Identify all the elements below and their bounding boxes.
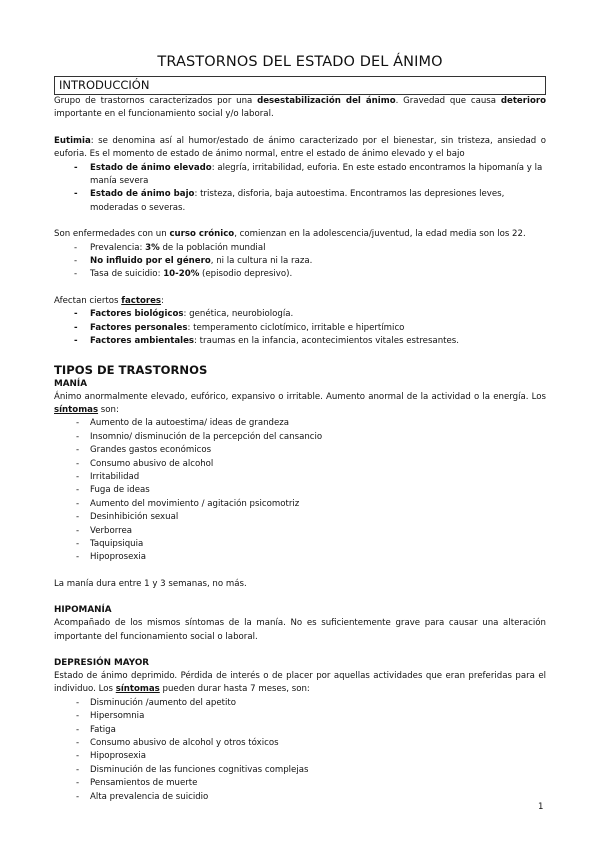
- text-span: Afectan ciertos: [54, 295, 122, 306]
- list-item: - Grandes gastos económicos: [54, 444, 546, 457]
- bold-term: Estado de ánimo elevado: [90, 162, 212, 173]
- factors-paragraph: [54, 295, 546, 308]
- text-span: : alegría, irritabilidad, euforia. En este estado encontramos la hipomanía y la manía severa: [90, 162, 543, 187]
- bold-term: deterioro: [500, 96, 546, 106]
- list-item: - Disminución /aumento del apetito: [54, 697, 546, 710]
- page-title: TRASTORNOS DEL ESTADO DEL ÁNIMO: [157, 54, 443, 70]
- list-item: [54, 242, 546, 255]
- list-item: [54, 188, 546, 215]
- list-item: - Fuga de ideas: [54, 484, 546, 497]
- text-span: son:: [98, 404, 119, 415]
- mania-heading: MANÍA: [54, 378, 88, 389]
- mania-description: [54, 391, 546, 418]
- chronic-paragraph: [54, 228, 546, 241]
- hipomania-description: Acompañado de los mismos síntomas de la manía. No es suficientemente grave para causar una alteración importante del funcionamiento social o laboral.: [54, 618, 546, 642]
- text-span: , ni la cultura ni la raza.: [210, 256, 313, 267]
- page-number: 1: [538, 802, 544, 812]
- list-item: [54, 268, 546, 281]
- intro-paragraph: [54, 95, 546, 122]
- text-span: : se denomina así al humor/estado de ánimo caracterizado por el bienestar, sin tristeza, ansiedad o euforia. Es el momento de estado de ánimo normal, entre el estado de ánimo elevado y el bajo: [54, 135, 546, 160]
- intro-heading: INTRODUCCIÓN: [59, 78, 150, 92]
- bold-term: Eutimia: [54, 135, 91, 146]
- text-span: : genética, neurobiología.: [183, 309, 294, 320]
- mood-states-list: [54, 162, 546, 216]
- depresion-heading: DEPRESIÓN MAYOR: [54, 658, 150, 668]
- list-item: - Aumento de la autoestima/ ideas de grandeza: [54, 417, 546, 430]
- list-item: - Irritabilidad: [54, 471, 546, 484]
- bold-term: desestabilización del ánimo: [257, 96, 396, 106]
- list-item: [54, 322, 546, 335]
- text-span: Tasa de suicidio:: [90, 269, 164, 280]
- bold-term: 10-20%: [163, 269, 200, 280]
- text-span: : temperamento ciclotímico, irritable e hipertímico: [187, 322, 405, 333]
- list-item: - Aumento del movimiento / agitación psicomotriz: [54, 498, 546, 511]
- bold-term: síntomas: [115, 684, 160, 695]
- list-item: - Fatiga: [54, 724, 546, 737]
- depresion-symptoms-list: [54, 697, 546, 804]
- list-item: - Hipoprosexia: [54, 551, 546, 564]
- text-span: : tristeza, disforia, baja autoestima. Encontramos las depresiones leves, moderadas o severas.: [90, 189, 505, 213]
- text-span: pueden durar hasta 7 meses, son:: [159, 684, 310, 695]
- list-item: - Alta prevalencia de suicidio: [54, 791, 546, 804]
- text-span: importante en el funcionamiento social y/o laboral.: [54, 109, 274, 120]
- chronic-list: [54, 242, 546, 282]
- list-item: - Hipersomnia: [54, 710, 546, 723]
- mania-duration: La manía dura entre 1 y 3 semanas, no más.: [54, 578, 247, 589]
- list-item: - Disminución de las funciones cognitivas complejas: [54, 764, 546, 777]
- bold-term: Estado de ánimo bajo: [90, 189, 195, 200]
- depresion-description: [54, 670, 546, 697]
- list-item: - Taquipsiquia: [54, 538, 546, 551]
- text-span: Son enfermedades con un: [54, 229, 170, 240]
- text-span: Estado de ánimo deprimido. Pérdida de interés o de placer por aquellas actividades que eran preferidas para el individuo. Los: [54, 671, 546, 695]
- text-span: Prevalencia:: [90, 242, 146, 253]
- list-item: [54, 308, 546, 321]
- text-span: : traumas en la infancia, acontecimientos vitales estresantes.: [194, 336, 460, 347]
- text-span: . Gravedad que causa: [395, 96, 501, 106]
- list-item: - Consumo abusivo de alcohol: [54, 458, 546, 471]
- bold-term: síntomas: [54, 404, 99, 415]
- document-page: [54, 52, 546, 804]
- list-item: [54, 162, 546, 189]
- bold-term: 3%: [145, 242, 160, 253]
- text-span: Grupo de trastornos caracterizados por una: [54, 96, 258, 106]
- text-span: de la población mundial: [159, 242, 266, 253]
- list-item: - Desinhibición sexual: [54, 511, 546, 524]
- mania-symptoms-list: [54, 417, 546, 564]
- list-item: - Insomnio/ disminución de la percepción del cansancio: [54, 431, 546, 444]
- bold-term: curso crónico: [169, 229, 235, 240]
- list-item: [54, 255, 546, 268]
- text-span: (episodio depresivo).: [199, 269, 293, 280]
- text-span: Ánimo anormalmente elevado, eufórico, expansivo o irritable. Aumento anormal de la actividad o la energía. Los: [54, 391, 546, 402]
- text-span: :: [161, 295, 164, 306]
- intro-heading-box: [54, 76, 546, 95]
- types-heading: TIPOS DE TRASTORNOS: [54, 362, 208, 377]
- list-item: - Consumo abusivo de alcohol y otros tóxicos: [54, 737, 546, 750]
- hipomania-heading: HIPOMANÍA: [54, 605, 112, 616]
- bold-term: No influido por el género: [90, 256, 211, 267]
- eutimia-paragraph: [54, 135, 546, 162]
- text-span: , comienzan en la adolescencia/juventud, la edad media son los 22.: [234, 229, 526, 240]
- bold-term: Factores ambientales: [90, 336, 195, 347]
- list-item: - Hipoprosexia: [54, 750, 546, 763]
- bold-term: Factores personales: [90, 322, 188, 333]
- bold-term: Factores biológicos: [90, 309, 184, 320]
- list-item: [54, 335, 546, 348]
- list-item: - Verborrea: [54, 525, 546, 538]
- bold-term: factores: [121, 295, 162, 306]
- factors-list: [54, 308, 546, 348]
- list-item: - Pensamientos de muerte: [54, 777, 546, 790]
